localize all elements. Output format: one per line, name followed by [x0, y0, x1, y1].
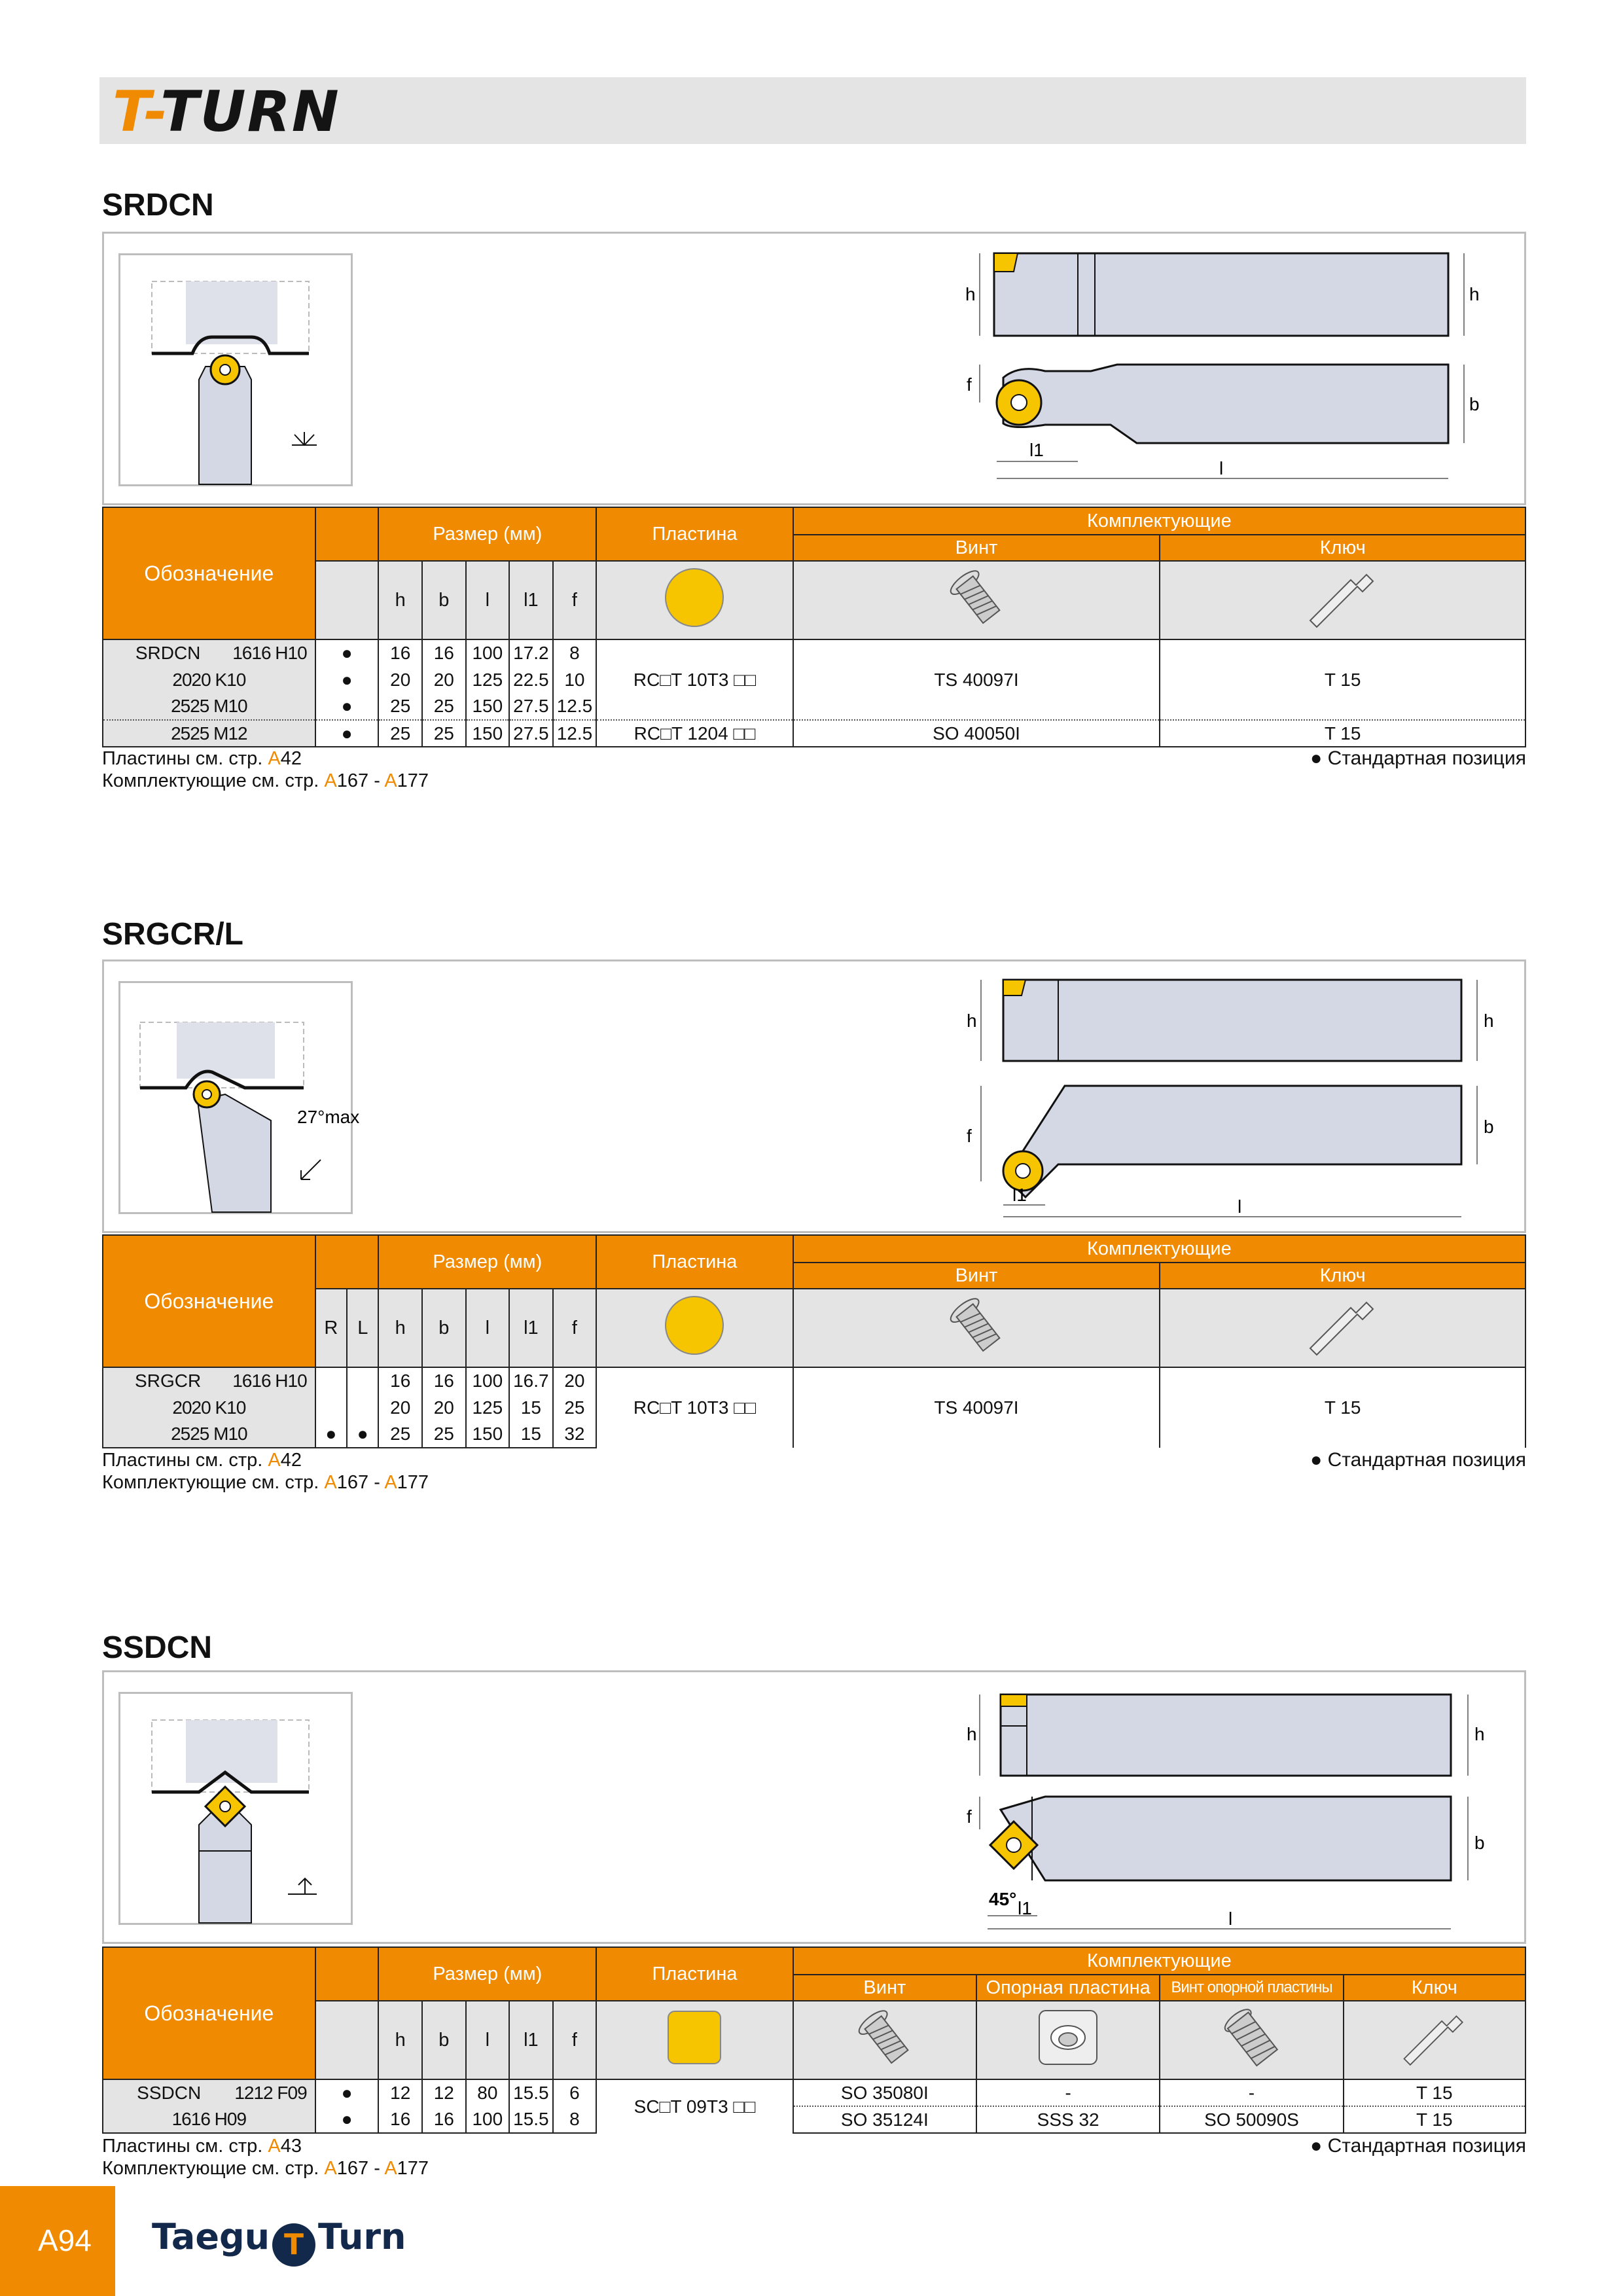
- table-cell: [103, 639, 315, 666]
- table-cell: L: [347, 1289, 378, 1367]
- table-cell: Размер (мм): [378, 1947, 596, 2001]
- table-cell: SO 40050I: [793, 720, 1160, 747]
- dimension-label: f: [967, 1806, 972, 1827]
- table-cell: ●: [315, 2106, 379, 2133]
- table-cell: 2525 M10: [103, 1421, 315, 1448]
- dimension-label: l: [1219, 458, 1224, 478]
- table-cell: 100: [466, 1367, 510, 1394]
- table-cell: SC□T 09T3 □□: [596, 2079, 793, 2133]
- table-cell: Обозначение: [103, 1235, 315, 1367]
- table-cell: b: [422, 561, 466, 639]
- table-cell: [315, 507, 379, 561]
- dimension-label: h: [1474, 1724, 1485, 1744]
- table-cell: 16.7: [509, 1367, 553, 1394]
- table-cell: ●: [315, 639, 379, 666]
- table-cell: 20: [553, 1367, 597, 1394]
- dimension-label: b: [1474, 1833, 1485, 1853]
- table-cell: 25: [378, 693, 422, 720]
- table-cell: [315, 1367, 347, 1394]
- table-row: [103, 1289, 1525, 1367]
- size-code: 1616 H10: [232, 643, 307, 663]
- dimension-label: f: [967, 1126, 972, 1146]
- table-cell: 150: [466, 1421, 510, 1448]
- key-header: Ключ: [1160, 535, 1525, 561]
- dimension-label: h: [1469, 284, 1480, 304]
- table-row: [103, 639, 1525, 666]
- table-cell: 25: [378, 1421, 422, 1448]
- dimension-drawing-ssdcn: [940, 1672, 1516, 1942]
- table-cell: b: [422, 2001, 466, 2079]
- table-cell: R: [315, 1289, 347, 1367]
- figure-srdcn: [102, 232, 1526, 505]
- table-cell: l: [466, 1289, 510, 1367]
- table-cell: 20: [422, 1394, 466, 1421]
- table-cell: 12.5: [553, 720, 597, 747]
- table-cell: 25: [422, 693, 466, 720]
- table-cell: 2525 M12: [103, 720, 315, 747]
- table-cell: 17.2: [509, 639, 553, 666]
- table-cell: 125: [466, 1394, 510, 1421]
- table-cell: 80: [466, 2079, 510, 2106]
- table-cell: 15.5: [509, 2079, 553, 2106]
- key-code: T 15: [1160, 639, 1525, 720]
- table-cell: l1: [509, 2001, 553, 2079]
- table-cell: 16: [378, 1367, 422, 1394]
- table-cell: Опорная пластина: [976, 1975, 1160, 2001]
- table-cell: T 15: [1160, 720, 1525, 747]
- table-cell: Пластина: [596, 1947, 793, 2001]
- dimension-label: 45°: [989, 1889, 1017, 1909]
- table-cell: SSS 32: [976, 2106, 1160, 2133]
- table-cell: 150: [466, 720, 510, 747]
- dimension-label: 27°max: [297, 1107, 360, 1127]
- screw-code: TS 40097I: [793, 639, 1160, 720]
- table-cell: b: [422, 1289, 466, 1367]
- table-cell: Ключ: [1160, 1263, 1525, 1289]
- table-row: [103, 2001, 1525, 2079]
- dimension-label: l: [1238, 1196, 1242, 1217]
- table-cell: ●: [315, 2079, 379, 2106]
- notes-srdcn: Пластины см. стр. A42 Комплектующие см. стр. A167 - A177: [102, 748, 429, 791]
- torx-screw-icon: [793, 1289, 1160, 1367]
- insert-header: Пластина: [596, 507, 793, 561]
- table-cell: 32: [553, 1421, 597, 1448]
- table-cell: 2525 M10: [103, 693, 315, 720]
- table-row: [103, 1947, 1525, 1975]
- table-cell: T 15: [1160, 1367, 1525, 1448]
- page-number: A94: [0, 2186, 115, 2296]
- table-cell: Размер (мм): [378, 1235, 596, 1289]
- torx-key-icon: [1160, 561, 1525, 639]
- section-title-srdcn: SRDCN: [102, 188, 214, 223]
- table-cell: 20: [422, 666, 466, 693]
- table-cell: 2020 K10: [103, 1394, 315, 1421]
- table-cell: 27.5: [509, 693, 553, 720]
- table-cell: 12.5: [553, 693, 597, 720]
- table-cell: l: [466, 561, 510, 639]
- table-cell: RC□T 10T3 □□: [596, 1367, 793, 1448]
- feed-direction-icon: [292, 432, 317, 445]
- table-cell: 12: [378, 2079, 422, 2106]
- table-cell: 15: [509, 1421, 553, 1448]
- table-cell: [347, 1367, 378, 1394]
- table-cell: 100: [466, 639, 510, 666]
- table-cell: 16: [422, 1367, 466, 1394]
- table-cell: Винт: [793, 1975, 976, 2001]
- table-cell: h: [378, 561, 422, 639]
- dimension-label: b: [1484, 1117, 1494, 1137]
- table-row: [103, 2106, 1525, 2133]
- table-cell: 150: [466, 693, 510, 720]
- table-cell: 15: [509, 1394, 553, 1421]
- dimension-label: b: [1469, 394, 1480, 414]
- table-cell: SO 50090S: [1160, 2106, 1343, 2133]
- notes-srgcr: Пластины см. стр. A42 Комплектующие см. стр. A167 - A177: [102, 1450, 429, 1493]
- accessories-header: Комплектующие: [793, 507, 1525, 535]
- table-cell: [315, 1947, 379, 2001]
- table-cell: 16: [422, 639, 466, 666]
- brand-logo: T-TURN: [113, 79, 340, 145]
- table-cell: [315, 561, 379, 639]
- table-cell: 27.5: [509, 720, 553, 747]
- torx-key-icon: [1160, 1289, 1525, 1367]
- table-cell: -: [976, 2079, 1160, 2106]
- shim-screw-icon: [1160, 2001, 1343, 2079]
- series-code: SRDCN: [135, 643, 201, 663]
- table-cell: ●: [347, 1421, 378, 1448]
- torx-screw-icon: [793, 2001, 976, 2079]
- section-title-ssdcn: SSDCN: [102, 1630, 213, 1665]
- table-cell: l1: [509, 561, 553, 639]
- notes-ssdcn: Пластины см. стр. A43 Комплектующие см. стр. A167 - A177: [102, 2136, 429, 2179]
- dimension-label: h: [965, 284, 976, 304]
- table-cell: 8: [553, 2106, 597, 2133]
- table-cell: [103, 2079, 315, 2106]
- table-cell: 16: [422, 2106, 466, 2133]
- shim-plate-icon: [976, 2001, 1160, 2079]
- table-cell: Обозначение: [103, 1947, 315, 2079]
- feed-direction-icon: [288, 1878, 317, 1894]
- table-cell: [315, 1235, 379, 1289]
- table-cell: f: [553, 1289, 597, 1367]
- series-code: SSDCN: [137, 2083, 202, 2103]
- table-cell: [347, 1394, 378, 1421]
- table-cell: SO 35080I: [793, 2079, 976, 2106]
- table-row: [103, 561, 1525, 639]
- table-cell: [315, 2001, 379, 2079]
- dimension-label: l: [1228, 1909, 1233, 1929]
- table-cell: 25: [378, 720, 422, 747]
- table-cell: ●: [315, 693, 379, 720]
- table-cell: -: [1160, 2079, 1343, 2106]
- torx-screw-icon: [793, 561, 1160, 639]
- table-cell: Винт: [793, 1263, 1160, 1289]
- table-cell: T 15: [1344, 2106, 1525, 2133]
- application-diagram-srdcn: [118, 253, 353, 486]
- size-code: 1616 H10: [232, 1371, 307, 1391]
- series-code: SRGCR: [135, 1371, 202, 1391]
- table-cell: SO 35124I: [793, 2106, 976, 2133]
- feed-direction-icon: [301, 1160, 321, 1179]
- table-row: [103, 720, 1525, 747]
- table-cell: l1: [509, 1289, 553, 1367]
- table-cell: 12: [422, 2079, 466, 2106]
- figure-ssdcn: [102, 1670, 1526, 1944]
- table-cell: TS 40097I: [793, 1367, 1160, 1448]
- insert-square-icon: [596, 2001, 793, 2079]
- insert-round-icon: [596, 561, 793, 639]
- table-cell: Пластина: [596, 1235, 793, 1289]
- insert-round-icon: [596, 1289, 793, 1367]
- table-cell: T 15: [1344, 2079, 1525, 2106]
- size-header: Размер (мм): [378, 507, 596, 561]
- dimension-drawing-srdcn: [940, 234, 1516, 503]
- dimension-label: l1: [1012, 1185, 1027, 1205]
- table-row: [103, 1367, 1525, 1394]
- dimension-label: l1: [1018, 1898, 1032, 1918]
- table-cell: f: [553, 2001, 597, 2079]
- dimension-label: l1: [1029, 440, 1044, 460]
- table-cell: 25: [422, 1421, 466, 1448]
- table-cell: 25: [553, 1394, 597, 1421]
- table-cell: 22.5: [509, 666, 553, 693]
- table-cell: h: [378, 1289, 422, 1367]
- application-diagram-ssdcn: [118, 1692, 353, 1925]
- table-cell: 16: [378, 639, 422, 666]
- spec-table-srgcr: [102, 1234, 1526, 1448]
- table-cell: ●: [315, 666, 379, 693]
- table-cell: f: [553, 561, 597, 639]
- screw-header: Винт: [793, 535, 1160, 561]
- table-cell: 20: [378, 666, 422, 693]
- table-cell: Комплектующие: [793, 1947, 1525, 1975]
- table-cell: 125: [466, 666, 510, 693]
- table-cell: 100: [466, 2106, 510, 2133]
- insert-code: RC□T 10T3 □□: [596, 639, 793, 720]
- table-cell: Ключ: [1344, 1975, 1525, 2001]
- figure-srgcr: [102, 960, 1526, 1233]
- table-cell: 15.5: [509, 2106, 553, 2133]
- company-logo: Taegu T Turn: [152, 2216, 406, 2267]
- spec-table-srdcn: [102, 507, 1526, 747]
- torx-key-icon: [1344, 2001, 1525, 2079]
- designation-header: Обозначение: [103, 507, 315, 639]
- section-title-srgcr: SRGCR/L: [102, 917, 243, 952]
- table-cell: 8: [553, 639, 597, 666]
- table-row: [103, 2079, 1525, 2106]
- application-diagram-srgcr: [118, 981, 360, 1214]
- dimension-label: f: [967, 374, 972, 395]
- table-cell: Винт опорной пластины: [1160, 1975, 1343, 2001]
- dimension-label: h: [967, 1011, 977, 1031]
- table-cell: [103, 1367, 315, 1394]
- table-cell: ●: [315, 1421, 347, 1448]
- table-cell: 2020 K10: [103, 666, 315, 693]
- table-row: [103, 1235, 1525, 1263]
- table-cell: ●: [315, 720, 379, 747]
- table-cell: RC□T 1204 □□: [596, 720, 793, 747]
- standard-legend: ● Стандартная позиция: [1310, 747, 1526, 769]
- table-cell: 25: [422, 720, 466, 747]
- table-cell: Комплектующие: [793, 1235, 1525, 1263]
- table-cell: 16: [378, 2106, 422, 2133]
- table-cell: 6: [553, 2079, 597, 2106]
- size-code: 1212 F09: [234, 2083, 307, 2103]
- table-cell: [315, 1394, 347, 1421]
- dimension-label: h: [967, 1724, 977, 1744]
- table-row: [103, 507, 1525, 535]
- dimension-label: h: [1484, 1011, 1494, 1031]
- table-cell: 10: [553, 666, 597, 693]
- table-cell: 1616 H09: [103, 2106, 315, 2133]
- table-cell: l: [466, 2001, 510, 2079]
- dimension-drawing-srgcr: [940, 961, 1516, 1231]
- spec-table-ssdcn: [102, 1946, 1526, 2134]
- table-cell: 20: [378, 1394, 422, 1421]
- table-cell: h: [378, 2001, 422, 2079]
